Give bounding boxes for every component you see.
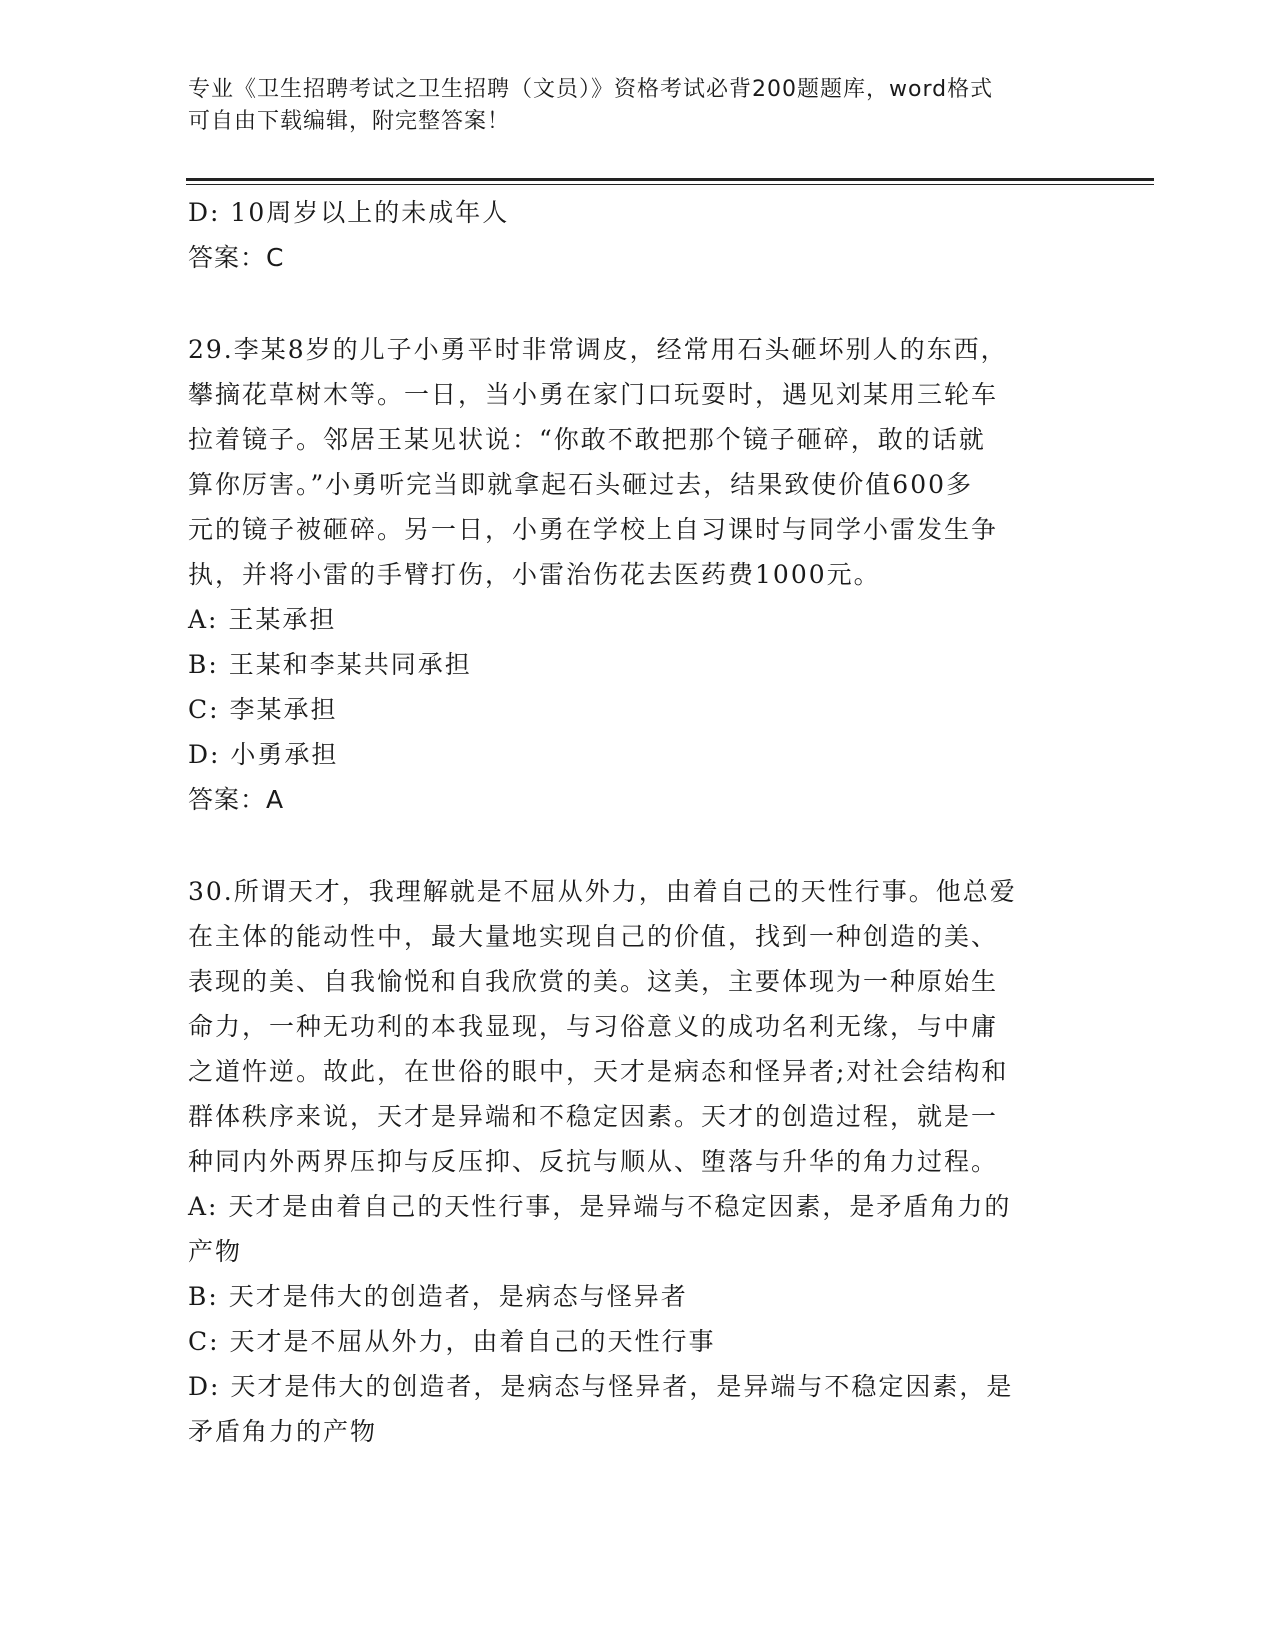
q30-stem-line: 命力，一种无功利的本我显现，与习俗意义的成功名利无缘，与中庸 (188, 1012, 999, 1041)
page-header (188, 74, 1078, 138)
question-30 (188, 869, 1078, 1454)
spacer (188, 822, 1078, 869)
q30-option-b: B: 天才是伟大的创造者，是病态与怪异者 (188, 1282, 688, 1311)
q29-option-b: B: 王某和李某共同承担 (188, 650, 472, 679)
q30-option-d: D: 天才是伟大的创造者，是病态与怪异者，是异端与不稳定因素，是 (188, 1372, 1014, 1401)
document-body (188, 190, 1078, 1454)
spacer (188, 280, 1078, 327)
q30-option-a: A: 天才是由着自己的天性行事，是异端与不稳定因素，是矛盾角力的 (188, 1192, 1012, 1221)
q30-option-c: C: 天才是不屈从外力，由着自己的天性行事 (188, 1327, 716, 1356)
q29-stem-line: 执，并将小雷的手臂打伤，小雷治伤花去医药费1000元。 (188, 560, 881, 589)
q29-stem-line: 元的镜子被砸碎。另一日，小勇在学校上自习课时与同学小雷发生争 (188, 515, 999, 544)
q30-option-a-cont: 产物 (188, 1237, 243, 1266)
header-divider-thin (186, 184, 1154, 185)
q30-stem-line: 种同内外两界压抑与反压抑、反抗与顺从、堕落与升华的角力过程。 (188, 1147, 999, 1176)
q29-option-a: A: 王某承担 (188, 605, 337, 634)
q29-stem-line: 拉着镜子。邻居王某见状说：“你敢不敢把那个镜子砸碎，敢的话就 (188, 425, 986, 454)
q30-option-d-cont: 矛盾角力的产物 (188, 1417, 378, 1446)
q30-stem-line: 之道忤逆。故此，在世俗的眼中，天才是病态和怪异者;对社会结构和 (188, 1057, 1009, 1086)
q29-option-d: D: 小勇承担 (188, 740, 339, 769)
q29-stem-line: 攀摘花草树木等。一日，当小勇在家门口玩耍时，遇见刘某用三轮车 (188, 380, 999, 409)
q29-stem-line: 29.李某8岁的儿子小勇平时非常调皮，经常用石头砸坏别人的东西， (188, 335, 1008, 364)
q29-stem-line: 算你厉害。”小勇听完当即就拿起石头砸过去，结果致使价值600多 (188, 470, 974, 499)
question-29 (188, 327, 1078, 822)
q30-stem-line: 30.所谓天才，我理解就是不屈从外力，由着自己的天性行事。他总爱 (188, 877, 1017, 906)
q29-option-c: C: 李某承担 (188, 695, 338, 724)
prev-option-d: D: 10周岁以上的未成年人 (188, 198, 510, 227)
q29-answer: 答案：A (188, 785, 285, 814)
q30-stem-line: 表现的美、自我愉悦和自我欣赏的美。这美，主要体现为一种原始生 (188, 967, 999, 996)
q30-stem-line: 在主体的能动性中，最大量地实现自己的价值，找到一种创造的美、 (188, 922, 999, 951)
header-line-2: 可自由下载编辑，附完整答案！ (188, 109, 511, 134)
prev-answer: 答案：C (188, 243, 285, 272)
header-divider-thick (186, 178, 1154, 181)
header-line-1: 专业《卫生招聘考试之卫生招聘（文员）》资格考试必背200题题库，word格式 (188, 77, 994, 102)
q30-stem-line: 群体秩序来说，天才是异端和不稳定因素。天才的创造过程，就是一 (188, 1102, 999, 1131)
